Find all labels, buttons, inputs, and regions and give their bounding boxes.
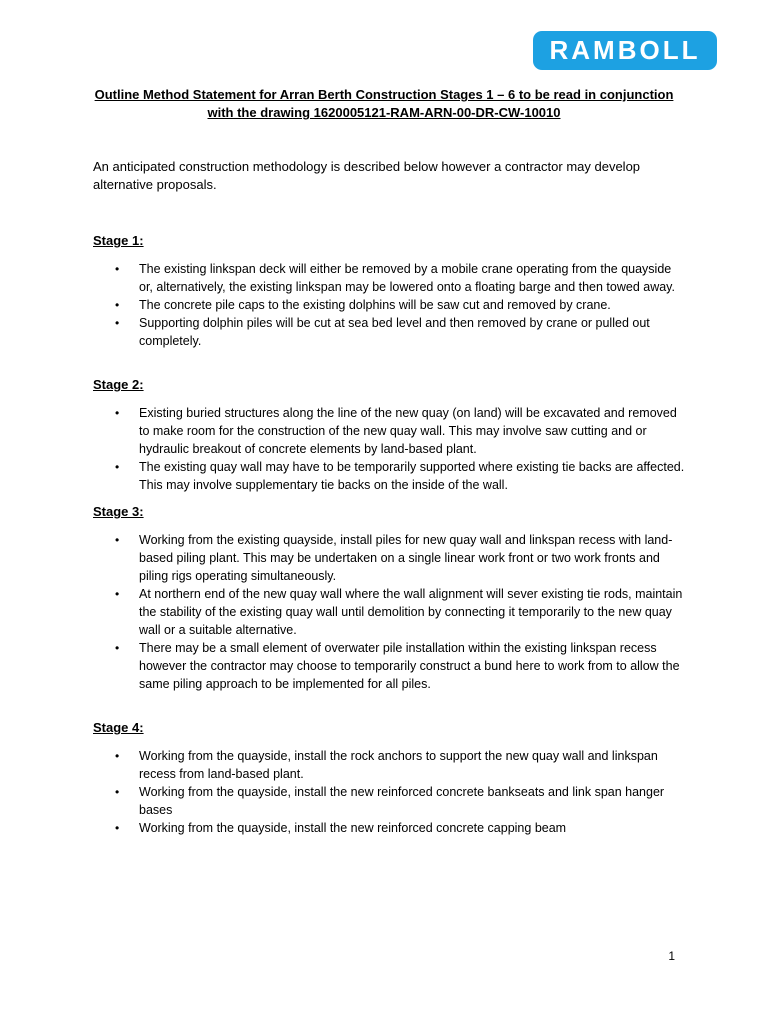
list-item-text: Working from the quayside, install the new reinforced concrete capping beam (139, 821, 567, 835)
document-title (0, 86, 768, 122)
bullet-icon: • (115, 587, 120, 601)
list-item (93, 819, 685, 837)
bullet-icon: • (115, 298, 120, 312)
bullet-icon: • (115, 533, 120, 547)
stage-4-list (93, 747, 685, 837)
list-item-text: The existing linkspan deck will either be removed by a mobile crane operating from the quayside or, alternatively, the existing linkspan may be lowered onto a floating barge and then towed away. (139, 262, 675, 294)
list-item (93, 296, 685, 314)
page-number: 1 (668, 949, 675, 963)
title-line-1: Outline Method Statement for Arran Berth Construction Stages 1 – 6 to be read in conjunction (94, 87, 674, 102)
list-item (93, 531, 685, 585)
stage-1-heading: Stage 1: (93, 233, 144, 248)
list-item-text: Working from the existing quayside, install piles for new quay wall and linkspan recess with land-based piling plant. This may be undertaken on a single linear work front or two work fronts and piling rigs operating simultaneously. (139, 533, 673, 583)
list-item-text: Working from the quayside, install the rock anchors to support the new quay wall and linkspan recess from land-based plant. (139, 749, 658, 781)
bullet-icon: • (115, 641, 120, 655)
list-item-text: Supporting dolphin piles will be cut at sea bed level and then removed by crane or pulled out completely. (139, 316, 650, 348)
bullet-icon: • (115, 316, 120, 330)
title-line-2: with the drawing 1620005121-RAM-ARN-00-DR-CW-10010 (207, 105, 561, 120)
list-item (93, 260, 685, 296)
stage-3-list (93, 531, 685, 693)
stage-2-list (93, 404, 685, 494)
stage-1-list (93, 260, 685, 350)
list-item-text: Working from the quayside, install the new reinforced concrete bankseats and link span hanger bases (139, 785, 665, 817)
bullet-icon: • (115, 460, 120, 474)
list-item-text: There may be a small element of overwater pile installation within the existing linkspan recess however the contractor may choose to temporarily construct a bund here to work from to allow the same piling approach to be implemented for all piles. (139, 641, 680, 691)
stage-4-heading: Stage 4: (93, 720, 144, 735)
list-item-text: The concrete pile caps to the existing dolphins will be saw cut and removed by crane. (139, 298, 611, 312)
bullet-icon: • (115, 821, 120, 835)
list-item (93, 639, 685, 693)
bullet-icon: • (115, 406, 120, 420)
bullet-icon: • (115, 785, 120, 799)
stage-2-heading: Stage 2: (93, 377, 144, 392)
list-item (93, 458, 685, 494)
stage-3-heading: Stage 3: (93, 504, 144, 519)
list-item (93, 314, 685, 350)
list-item (93, 747, 685, 783)
list-item-text: At northern end of the new quay wall where the wall alignment will sever existing tie rods, maintain the stability of the existing quay wall until demolition by connecting it temporarily to the new quay wall or a suitable alternative. (139, 587, 683, 637)
list-item-text: Existing buried structures along the line of the new quay (on land) will be excavated and removed to make room for the construction of the new quay wall. This may involve saw cutting and or hydraulic breakout of concrete elements by land-based plant. (139, 406, 677, 456)
intro-paragraph: An anticipated construction methodology is described below however a contractor may develop alternative proposals. (93, 159, 641, 192)
list-item (93, 783, 685, 819)
ramboll-logo: RAMBOLL (533, 31, 717, 70)
list-item-text: The existing quay wall may have to be temporarily supported where existing tie backs are affected. This may involve supplementary tie backs on the inside of the wall. (139, 460, 685, 492)
bullet-icon: • (115, 749, 120, 763)
bullet-icon: • (115, 262, 120, 276)
list-item (93, 404, 685, 458)
list-item (93, 585, 685, 639)
